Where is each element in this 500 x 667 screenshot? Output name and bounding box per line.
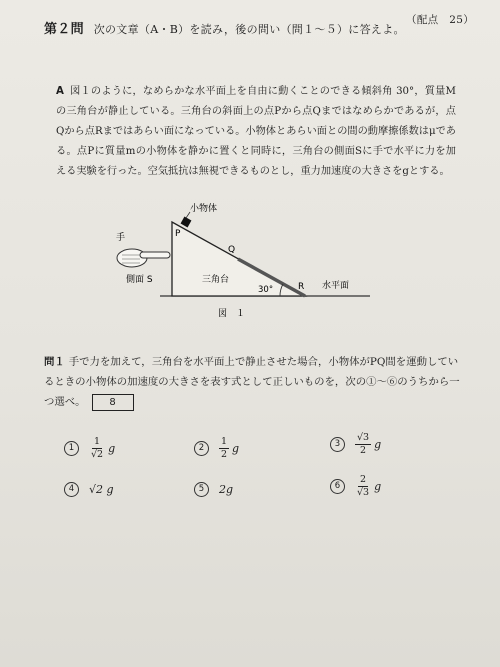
figure-1-diagram <box>100 200 390 330</box>
choice-4-marker: 4 <box>64 482 79 497</box>
question-number: 第２問 <box>44 22 84 37</box>
choice-5[interactable] <box>194 482 233 497</box>
choice-3-denominator: 2 <box>360 445 367 456</box>
choice-6-marker: 6 <box>330 479 345 494</box>
figure-caption: 図 １ <box>218 309 246 319</box>
answer-box[interactable]: 8 <box>92 394 134 411</box>
triangle-label: 三角台 <box>202 275 230 285</box>
choice-1-denominator: √2 <box>91 449 104 460</box>
choice-4[interactable] <box>64 482 114 497</box>
choice-1-marker: 1 <box>64 441 79 456</box>
choice-6-tail: g <box>374 480 382 493</box>
small-object-block <box>181 217 192 228</box>
question-1-label: 問１ <box>44 356 65 368</box>
part-a-text: 図１のように，なめらかな水平面上を自由に動くことのできる傾斜角 30°，質量Mの三角台が静止している。三角台の斜面上の点Pから点Qまではなめらかであるが，点Qから点Rまではあらい面になっている。小物体とあらい面との間の動摩擦係数はμである。点Pに質量mの小物体を静かに置くと同時に，三角台の側面Sに手で水平に力を加える実験を行った。空気抵抗は無視できるものとし，重力加速度の大きさをgとする。 <box>56 86 456 177</box>
question-1-text: 手で力を加えて，三角台を水平面上で静止させた場合，小物体がPQ間を運動しているときの小物体の加速度の大きさを表す式として正しいものを，次の①～⑥のうちから一つ選べ。 <box>44 356 460 408</box>
hand-icon <box>117 249 170 267</box>
side-s-label: 側面 S <box>126 275 153 285</box>
choice-1-tail: g <box>108 442 116 455</box>
small-object-label: 小物体 <box>190 204 218 214</box>
choice-1-fraction <box>89 436 105 461</box>
score-text: （配点 25） <box>406 14 474 26</box>
choice-3-tail: g <box>374 438 382 451</box>
choice-3[interactable] <box>330 432 381 457</box>
hand-label: 手 <box>116 233 126 243</box>
point-r-label: R <box>298 282 305 292</box>
question-1 <box>44 352 460 412</box>
choice-3-numerator: √3 <box>357 432 370 443</box>
choice-2-denominator: 2 <box>221 449 228 460</box>
choice-2-tail: g <box>232 442 240 455</box>
part-a-paragraph <box>56 82 456 182</box>
point-q-label: Q <box>228 245 236 255</box>
choice-3-fraction <box>355 432 371 457</box>
choice-6-fraction <box>355 474 371 499</box>
horizontal-surface-label: 水平面 <box>322 281 350 291</box>
choice-1-numerator: 1 <box>94 436 101 447</box>
choice-2[interactable] <box>194 436 239 461</box>
instruction-text: 次の文章（A・B）を読み，後の問い（問１～５）に答えよ。 <box>93 23 405 36</box>
angle-label: 30° <box>258 285 274 295</box>
choice-2-fraction <box>219 436 229 461</box>
point-p-label: P <box>175 229 181 239</box>
choice-2-marker: 2 <box>194 441 209 456</box>
choice-5-marker: 5 <box>194 482 209 497</box>
choice-4-expression: √2 g <box>89 483 114 496</box>
choice-6[interactable] <box>330 474 381 499</box>
choice-6-numerator: 2 <box>360 474 367 485</box>
choice-2-numerator: 1 <box>221 436 228 447</box>
choice-3-marker: 3 <box>330 437 345 452</box>
question-header <box>44 14 484 37</box>
choice-1[interactable] <box>64 436 115 461</box>
part-a-label: A <box>56 86 64 97</box>
choice-6-denominator: √3 <box>357 487 370 498</box>
choice-5-expression: 2g <box>219 483 234 496</box>
